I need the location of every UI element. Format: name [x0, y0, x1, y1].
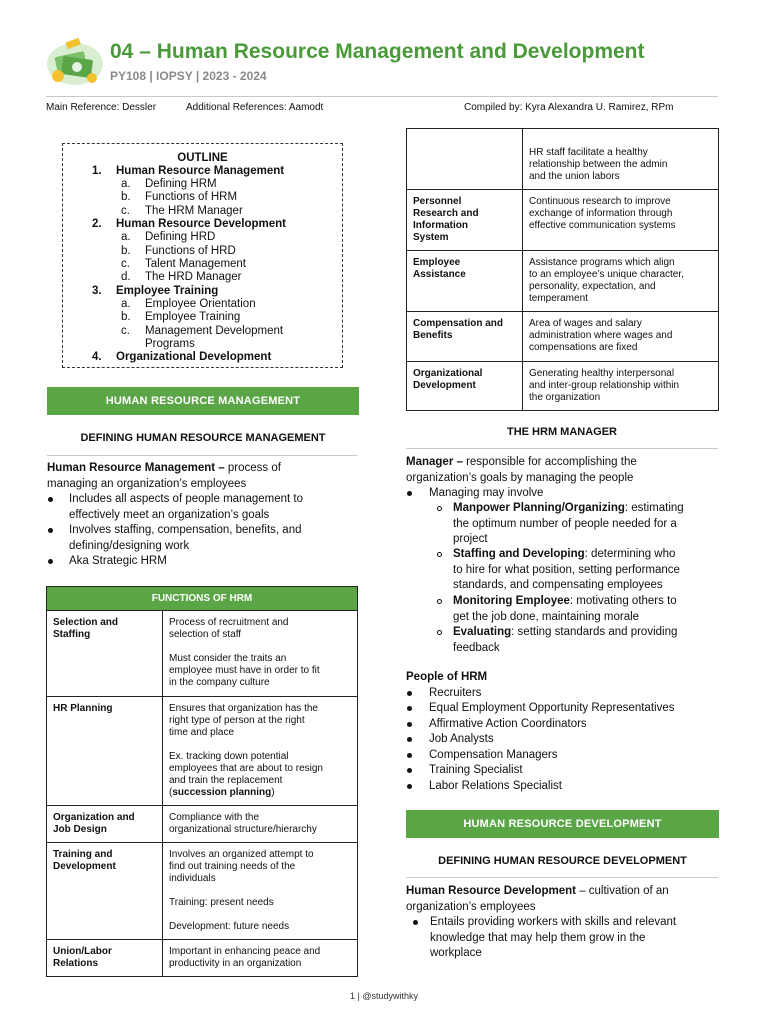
- outline-title: OUTLINE: [177, 152, 228, 164]
- outline-letter: b.: [121, 311, 131, 323]
- people-item: Recruiters: [429, 687, 482, 699]
- bullet-dot: [407, 691, 412, 696]
- bullet-dot: [48, 497, 53, 502]
- outline-letter: c.: [121, 258, 130, 270]
- outline-letter: a.: [121, 298, 131, 310]
- table-row-name: Union/Labor Relations: [47, 940, 163, 977]
- table-row-name: Training and Development: [47, 843, 163, 940]
- manager-subitem: Staffing and Developing: determining who to hire for what position, setting performance standards, and compensating employees: [453, 548, 680, 591]
- outline-subitem: Functions of HRD: [145, 245, 236, 257]
- bullet-dot: [407, 722, 412, 727]
- table-row-name: HR Planning: [47, 697, 163, 806]
- outline-subitem: Functions of HRM: [145, 191, 238, 203]
- outline-box: [62, 143, 343, 368]
- manager-definition: Manager – responsible for accomplishing the organization’s goals by managing the people: [406, 456, 637, 484]
- bullet-ring: [437, 599, 442, 604]
- table-row-name: Organizational Development: [407, 362, 523, 411]
- divider: [406, 877, 718, 878]
- table-row-desc: HR staff facilitate a healthy relationship between the admin and the union labors: [523, 129, 719, 190]
- bullet-ring: [437, 630, 442, 635]
- outline-item: Human Resource Development: [116, 218, 286, 230]
- hrm-bullet: Aka Strategic HRM: [69, 555, 167, 567]
- outline-letter: c.: [121, 325, 130, 337]
- people-item: Compensation Managers: [429, 749, 558, 761]
- hrd-definition: Human Resource Development – cultivation of an organization’s employees: [406, 885, 669, 913]
- course-subtitle: PY108 | IOPSY | 2023 - 2024: [110, 69, 267, 83]
- people-item: Job Analysts: [429, 733, 494, 745]
- hrm-banner: HUMAN RESOURCE MANAGEMENT: [47, 387, 359, 415]
- outline-letter: b.: [121, 245, 131, 257]
- outline-subitem-cont: Programs: [145, 338, 195, 350]
- bullet-dot: [407, 784, 412, 789]
- functions-table-continued: [406, 128, 719, 411]
- manager-subitem: Evaluating: setting standards and providing feedback: [453, 626, 678, 654]
- bullet-dot: [407, 737, 412, 742]
- bullet-dot: [407, 753, 412, 758]
- manager-bullet: Managing may involve: [429, 487, 544, 499]
- table-row-desc: Generating healthy interpersonal and inter-group relationship within the organization: [523, 362, 719, 411]
- bullet-dot: [407, 768, 412, 773]
- outline-subitem: The HRM Manager: [145, 205, 243, 217]
- hrm-def-1: process of: [224, 462, 281, 474]
- hrm-bullet: Includes all aspects of people management to effectively meet an organization’s goals: [69, 493, 303, 521]
- functions-table: [46, 586, 358, 977]
- table-row-name: Organization and Job Design: [47, 806, 163, 843]
- table-row-desc: Involves an organized attempt to find out training needs of the individuals Training: present needs Development: future needs: [163, 843, 358, 940]
- outline-letter: b.: [121, 191, 131, 203]
- outline-item: Organizational Development: [116, 351, 272, 363]
- outline-letter: c.: [121, 205, 130, 217]
- outline-num: 1.: [92, 165, 102, 177]
- table-row-name: [407, 129, 523, 190]
- people-item: Equal Employment Opportunity Representatives: [429, 702, 675, 714]
- outline-letter: a.: [121, 178, 131, 190]
- outline-subitem: Employee Training: [145, 311, 241, 323]
- table-row-name: Employee Assistance: [407, 251, 523, 312]
- divider: [47, 455, 357, 456]
- people-item: Training Specialist: [429, 764, 523, 776]
- outline-subitem: Management Development: [145, 325, 284, 337]
- main-reference: Main Reference: Dessler: [46, 102, 157, 113]
- hrm-term: Human Resource Management –: [47, 462, 225, 474]
- table-row-desc: Process of recruitment and selection of staff Must consider the traits an employee must have in order to fit in the company culture: [163, 611, 358, 697]
- additional-references: Additional References: Aamodt: [186, 102, 324, 113]
- bullet-dot: [407, 706, 412, 711]
- divider: [406, 448, 718, 449]
- outline-subitem: Employee Orientation: [145, 298, 256, 310]
- people-item: Labor Relations Specialist: [429, 780, 562, 792]
- hrm-manager-heading: THE HRM MANAGER: [507, 426, 617, 438]
- table-row-name: Selection and Staffing: [47, 611, 163, 697]
- table-row-name: Compensation and Benefits: [407, 312, 523, 362]
- manager-subitem: Manpower Planning/Organizing: estimating the optimum number of people needed for a project: [453, 502, 684, 545]
- page-title: 04 – Human Resource Management and Development: [110, 40, 645, 63]
- bullet-ring: [437, 552, 442, 557]
- outline-subitem: Talent Management: [145, 258, 247, 270]
- outline-letter: a.: [121, 231, 131, 243]
- hrd-banner: HUMAN RESOURCE DEVELOPMENT: [406, 810, 719, 838]
- outline-num: 4.: [92, 351, 102, 363]
- table-row-desc: Assistance programs which align to an employee’s unique character, personality, expectation, and temperament: [523, 251, 719, 312]
- bullet-ring: [437, 506, 442, 511]
- table-row-desc: Area of wages and salary administration where wages and compensations are fixed: [523, 312, 719, 362]
- defining-hrd-heading: DEFINING HUMAN RESOURCE DEVELOPMENT: [438, 855, 687, 867]
- table-row-name: Personnel Research and Information System: [407, 190, 523, 251]
- page-footer: 1 | @studywithky: [350, 991, 418, 1001]
- bullet-dot: [48, 528, 53, 533]
- outline-subitem: Defining HRM: [145, 178, 217, 190]
- hrm-def-2: managing an organization’s employees: [47, 477, 247, 490]
- bullet-dot: [48, 559, 53, 564]
- hrd-bullet: Entails providing workers with skills and relevant knowledge that may help them grow in the workplace: [430, 916, 677, 959]
- compiled-by: Compiled by: Kyra Alexandra U. Ramirez, RPm: [464, 102, 674, 113]
- logo-money-icon: [46, 36, 104, 86]
- table-row-desc: Compliance with the organizational structure/hierarchy: [163, 806, 358, 843]
- hrm-definition: [47, 461, 359, 492]
- bullet-dot: [407, 491, 412, 496]
- outline-num: 3.: [92, 285, 102, 297]
- outline-subitem: Defining HRD: [145, 231, 216, 243]
- people-item: Affirmative Action Coordinators: [429, 718, 587, 730]
- bullet-dot: [413, 920, 418, 925]
- outline-subitem: The HRD Manager: [145, 271, 242, 283]
- functions-table-header: FUNCTIONS OF HRM: [47, 587, 358, 611]
- defining-hrm-heading: DEFINING HUMAN RESOURCE MANAGEMENT: [80, 432, 326, 444]
- hrm-bullet: Involves staffing, compensation, benefits, and defining/designing work: [69, 524, 302, 552]
- people-heading: People of HRM: [406, 671, 488, 683]
- outline-item: Employee Training: [116, 285, 219, 297]
- table-row-desc: Continuous research to improve exchange of information through effective communication systems: [523, 190, 719, 251]
- outline-num: 2.: [92, 218, 102, 230]
- outline-item: Human Resource Management: [116, 165, 285, 177]
- header-divider: [46, 96, 718, 97]
- table-row-desc: Ensures that organization has the right type of person at the right time and place Ex. tracking down potential employees that are about to resign and train the replacement (succession planning): [163, 697, 358, 806]
- manager-subitem: Monitoring Employee: motivating others to get the job done, maintaining morale: [453, 595, 677, 623]
- table-row-desc: Important in enhancing peace and productivity in an organization: [163, 940, 358, 977]
- outline-letter: d.: [121, 271, 131, 283]
